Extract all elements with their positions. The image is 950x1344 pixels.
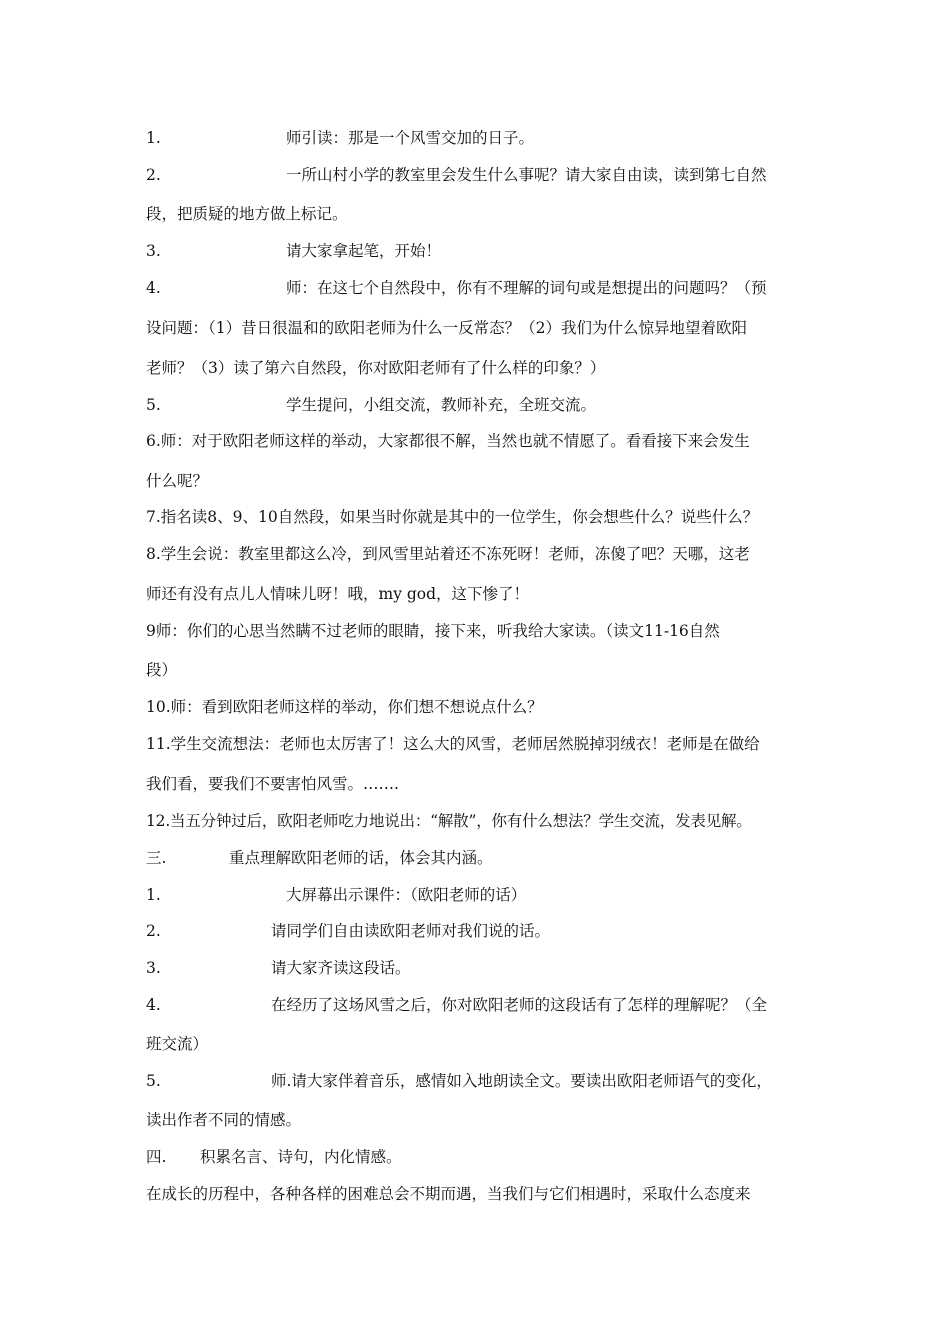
- item-text: 师引读：那是一个风雪交加的日子。: [286, 129, 535, 147]
- item-number: 3.: [146, 242, 161, 260]
- paragraph-line: 12.当五分钟过后，欧阳老师吃力地说出：“解散”，你有什么想法？学生交流，发表见解。: [146, 812, 752, 830]
- item-number: 2.: [146, 166, 161, 184]
- item-number: 5.: [146, 396, 161, 414]
- item-text-continuation: 设问题：（1）昔日很温和的欧阳老师为什么一反常态？（2）我们为什么惊异地望着欧阳: [146, 319, 747, 337]
- item-text: 请大家拿起笔，开始！: [286, 242, 442, 260]
- item-text: 师：在这七个自然段中，你有不理解的词句或是想提出的问题吗？（预: [286, 279, 767, 297]
- item-text: 一所山村小学的教室里会发生什么事呢？请大家自由读，读到第七自然: [286, 166, 767, 184]
- section-heading: 积累名言、诗句，内化情感。: [200, 1148, 402, 1166]
- item-number: 5.: [146, 1072, 161, 1090]
- paragraph-line: 师还有没有点儿人情味儿呀！哦，my god，这下惨了！: [146, 585, 530, 603]
- paragraph-line: 8.学生会说：教室里都这么冷，到风雪里站着还不冻死呀！老师，冻傻了吧？天哪，这老: [146, 545, 750, 563]
- item-number: 3.: [146, 959, 161, 977]
- section-number: 三.: [146, 849, 167, 867]
- item-number: 2.: [146, 922, 161, 940]
- paragraph-line: 7.指名读8、9、10自然段，如果当时你就是其中的一位学生，你会想些什么？说些什么？: [146, 508, 759, 526]
- item-text-continuation: 班交流）: [146, 1035, 209, 1053]
- item-text: 请大家齐读这段话。: [271, 959, 411, 977]
- section-heading: 重点理解欧阳老师的话，体会其内涵。: [229, 849, 493, 867]
- paragraph-line: 10.师：看到欧阳老师这样的举动，你们想不想说点什么？: [146, 698, 543, 716]
- item-text-continuation: 老师？（3）读了第六自然段，你对欧阳老师有了什么样的印象？）: [146, 359, 606, 377]
- paragraph-line: 段）: [146, 661, 178, 679]
- item-number: 4.: [146, 279, 161, 297]
- item-text-continuation: 段，把质疑的地方做上标记。: [146, 205, 348, 223]
- item-text: 在经历了这场风雪之后，你对欧阳老师的这段话有了怎样的理解呢？（全: [271, 996, 768, 1014]
- paragraph-line: 在成长的历程中，各种各样的困难总会不期而遇，当我们与它们相遇时，采取什么态度来: [146, 1185, 751, 1203]
- section-number: 四.: [146, 1148, 167, 1166]
- item-text: 大屏幕出示课件：（欧阳老师的话）: [286, 886, 527, 904]
- paragraph-line: 什么呢？: [146, 472, 209, 490]
- item-number: 4.: [146, 996, 161, 1014]
- paragraph-line: 我们看，要我们不要害怕风雪。…….: [146, 775, 399, 793]
- item-text-continuation: 读出作者不同的情感。: [146, 1111, 302, 1129]
- item-text: 师.请大家伴着音乐，感情如入地朗读全文。要读出欧阳老师语气的变化，: [271, 1072, 772, 1090]
- paragraph-line: 6.师：对于欧阳老师这样的举动，大家都很不解，当然也就不情愿了。看看接下来会发生: [146, 432, 750, 450]
- item-number: 1.: [146, 886, 161, 904]
- paragraph-line: 9师：你们的心思当然瞒不过老师的眼睛，接下来，听我给大家读。（读文11-16自然: [146, 622, 720, 640]
- item-text: 学生提问，小组交流，教师补充，全班交流。: [286, 396, 597, 414]
- paragraph-line: 11.学生交流想法：老师也太厉害了！这么大的风雪，老师居然脱掉羽绒衣！老师是在做给: [146, 735, 760, 753]
- item-number: 1.: [146, 129, 161, 147]
- item-text: 请同学们自由读欧阳老师对我们说的话。: [271, 922, 551, 940]
